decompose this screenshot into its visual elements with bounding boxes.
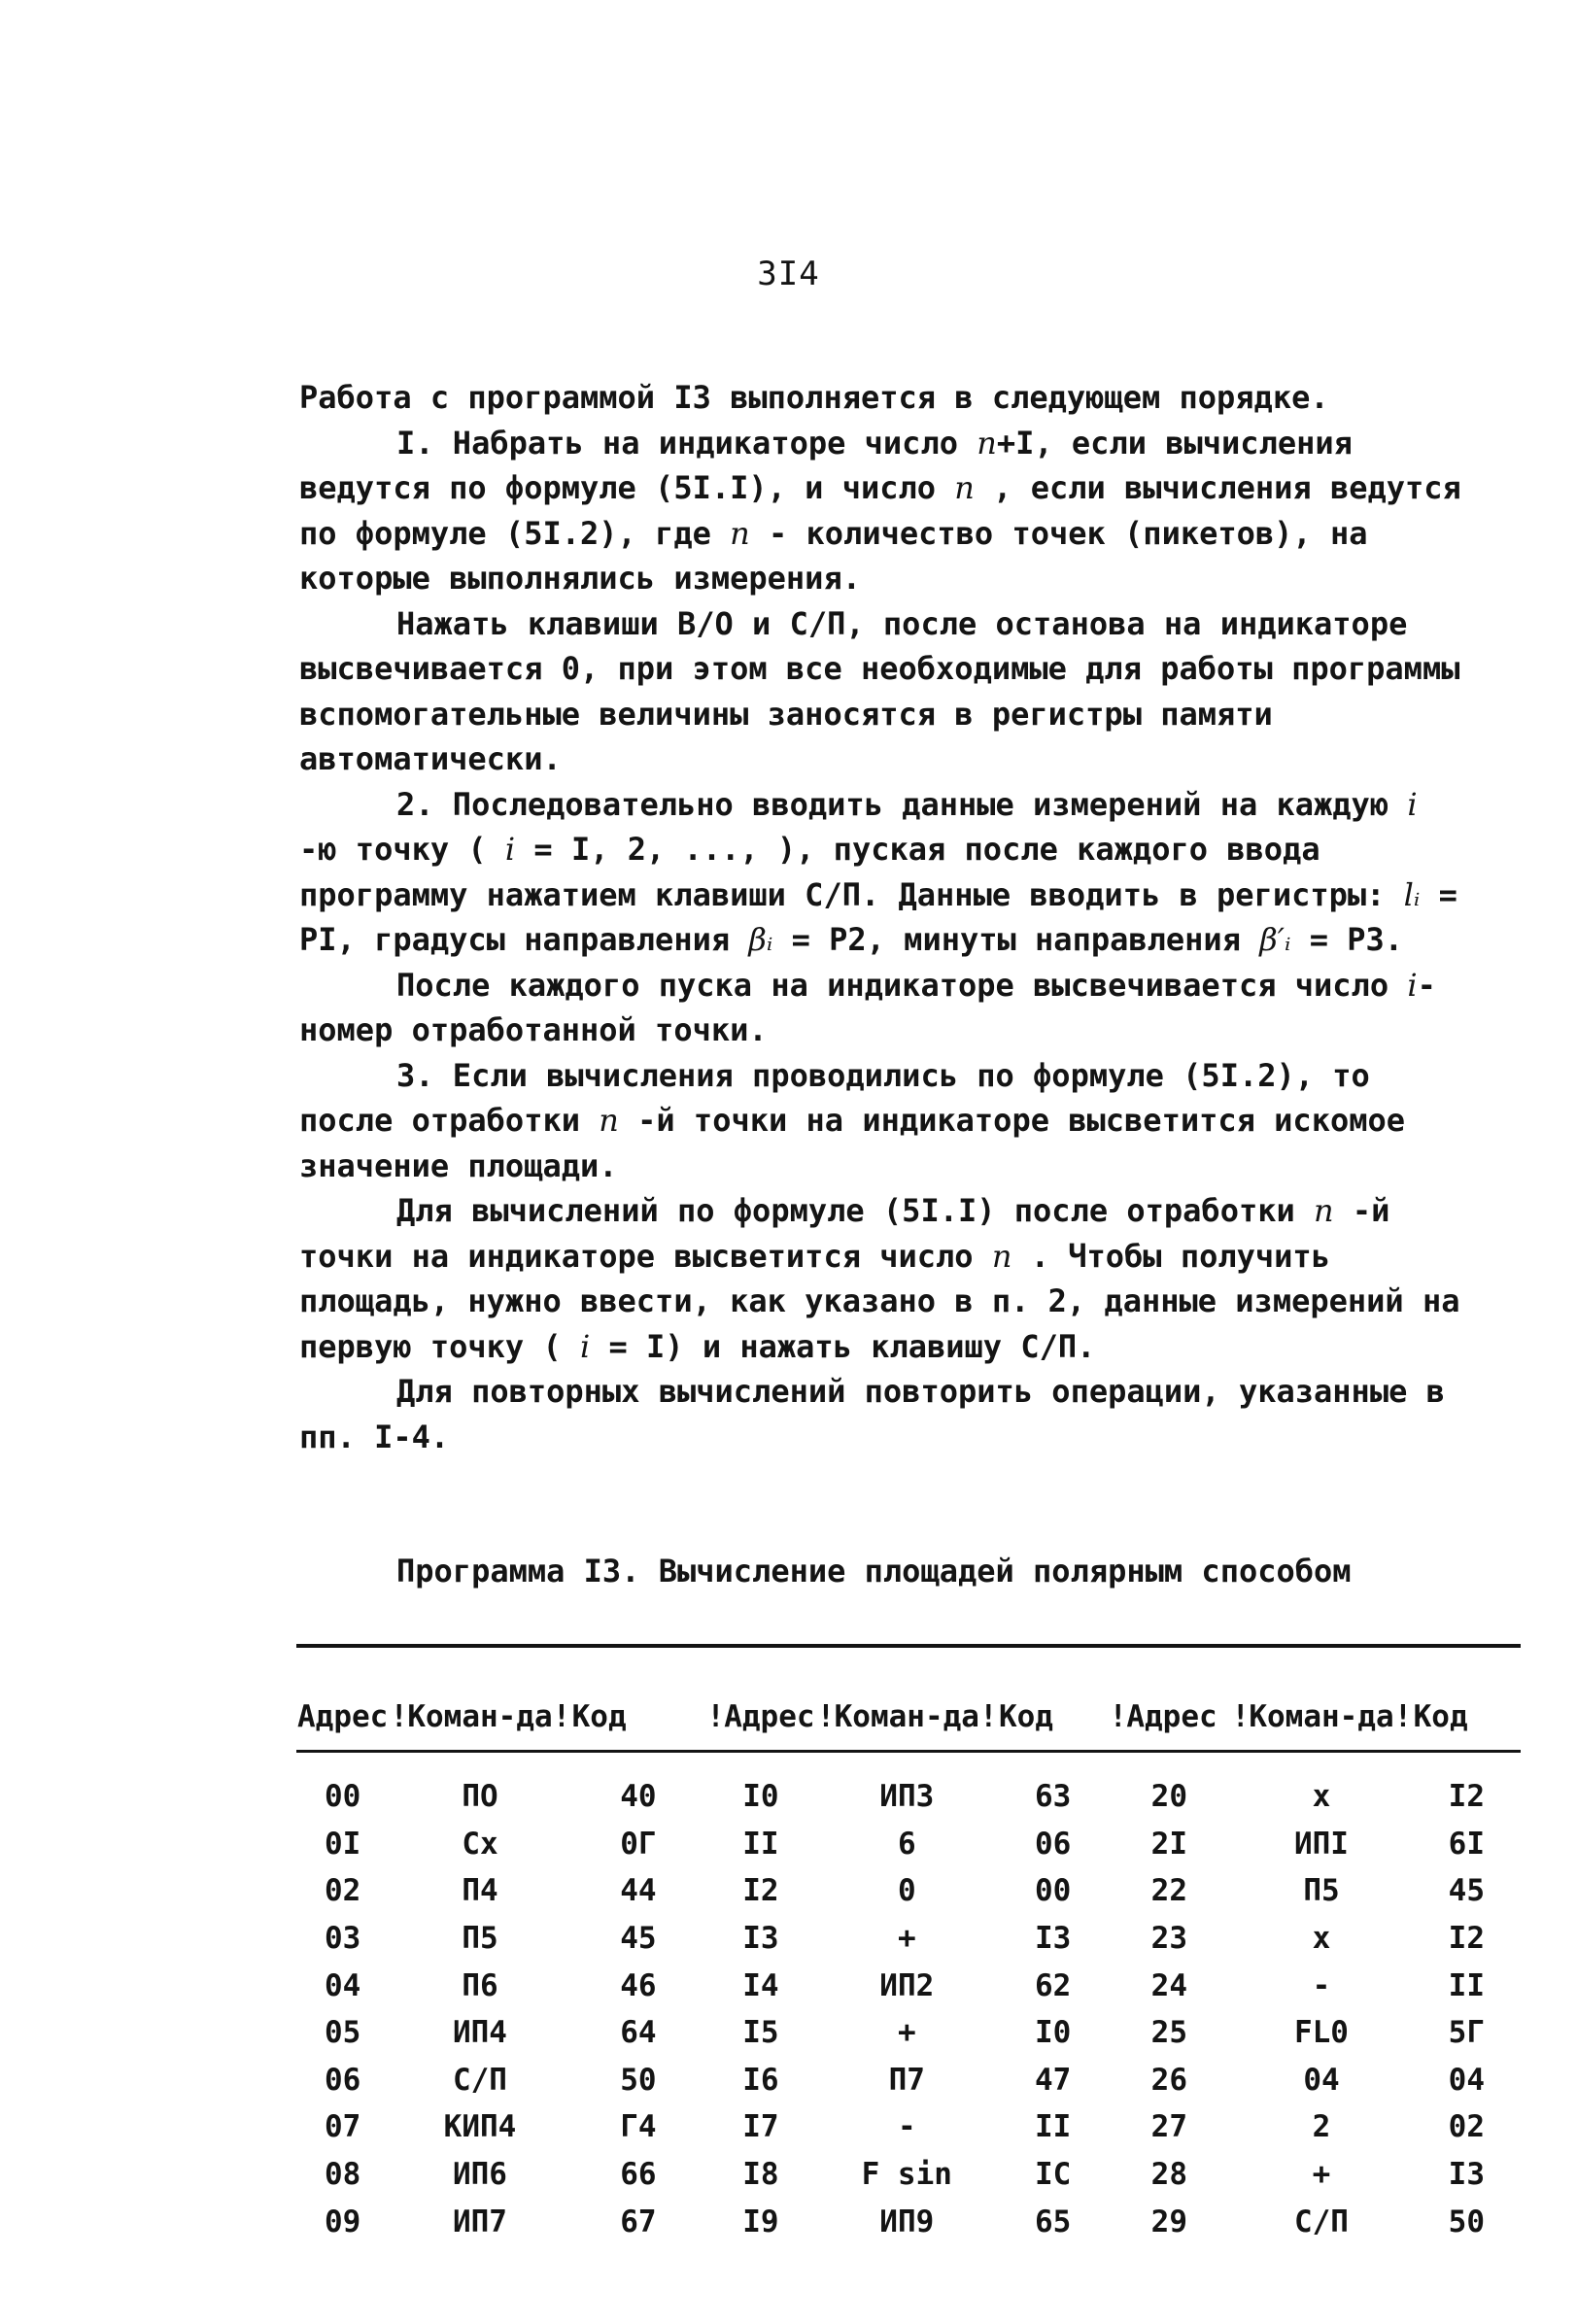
- page-number: 3I4: [757, 255, 820, 293]
- cell-command: ИП4: [452, 2015, 507, 2051]
- cell-code: 6I: [1448, 1826, 1485, 1862]
- paragraph-keys: Нажать клавиши В/О и С/П, после останова на индикаторе высвечивается 0, при этом все необходимые для работы программы вспомогательные величины заносятся в регистры памяти автоматически.: [299, 604, 1460, 777]
- cell-command: x: [1312, 1779, 1331, 1815]
- cell-command: П6: [462, 1967, 498, 2003]
- cell-address: 26: [1150, 2062, 1187, 2098]
- variable-n: n: [730, 514, 750, 552]
- cell-address: 2I: [1150, 1826, 1187, 1862]
- table-row: [296, 2057, 1521, 2104]
- cell-code: I3: [1448, 2157, 1485, 2193]
- cell-address: 29: [1150, 2204, 1187, 2239]
- cell-command: П4: [462, 1873, 498, 1909]
- cell-code: 50: [620, 2062, 657, 2098]
- cell-code: 02: [1448, 2109, 1485, 2145]
- cell-code: 45: [1448, 1873, 1485, 1909]
- cell-code: 04: [1448, 2062, 1485, 2098]
- cell-code: 44: [620, 1873, 657, 1909]
- cell-address: 24: [1150, 1967, 1187, 2003]
- cell-command: ИП9: [879, 2204, 935, 2239]
- variable-l: lᵢ: [1403, 875, 1421, 913]
- variable-n: n: [599, 1102, 619, 1139]
- variable-n: n: [954, 469, 975, 506]
- cell-address: I6: [742, 2062, 779, 2098]
- cell-address: 28: [1150, 2157, 1187, 2193]
- cell-command: 2: [1312, 2109, 1331, 2145]
- paragraph-intro: Работа с программой I3 выполняется в следующем порядке.: [299, 379, 1329, 416]
- header-command: !Коман-да!: [390, 1699, 571, 1734]
- cell-address: I2: [742, 1873, 779, 1909]
- cell-address: 27: [1150, 2109, 1187, 2145]
- cell-command: Cx: [462, 1826, 498, 1862]
- table-row: [296, 1867, 1521, 1915]
- cell-command: -: [1312, 1967, 1331, 2003]
- variable-beta-prime: β′ᵢ: [1259, 921, 1291, 958]
- cell-address: 25: [1150, 2015, 1187, 2051]
- cell-code: II: [1034, 2109, 1072, 2145]
- cell-address: 04: [325, 1967, 361, 2003]
- header-address: !Адрес: [706, 1699, 815, 1734]
- cell-address: I4: [742, 1967, 779, 2003]
- variable-i: i: [504, 831, 516, 868]
- cell-code: 40: [620, 1779, 657, 1815]
- variable-i: i: [1407, 966, 1418, 1004]
- cell-code: 67: [620, 2204, 657, 2239]
- cell-command: ИПI: [1293, 1826, 1349, 1862]
- cell-address: 06: [325, 2062, 361, 2098]
- cell-address: 07: [325, 2109, 361, 2145]
- variable-n: n: [977, 424, 997, 461]
- cell-command: F sin: [861, 2157, 952, 2193]
- cell-code: 50: [1448, 2204, 1485, 2239]
- cell-command: П5: [462, 1921, 498, 1957]
- cell-code: 63: [1034, 1779, 1072, 1815]
- cell-code: I2: [1448, 1921, 1485, 1957]
- variable-n: n: [991, 1237, 1012, 1275]
- cell-command: 6: [897, 1826, 916, 1862]
- cell-command: П5: [1303, 1873, 1340, 1909]
- table-row: [296, 2151, 1521, 2199]
- cell-code: 62: [1034, 1967, 1072, 2003]
- cell-command: -: [897, 2109, 916, 2145]
- cell-address: 05: [325, 2015, 361, 2051]
- cell-address: I9: [742, 2204, 779, 2239]
- table-row: [296, 1753, 1521, 1821]
- paragraph-after-run: После каждого пуска на индикаторе высвечивается число i- номер отработанной точки.: [299, 966, 1436, 1048]
- paragraph-step-2: 2. Последовательно вводить данные измерений на каждую i -ю точку ( i = I, 2, ..., ), пуская после каждого ввода программу нажатием клавиши С/П. Данные вводить в регистры: lᵢ = PI, градусы направления βᵢ = P2, минуты направления β′ᵢ = P3.: [299, 785, 1457, 958]
- cell-address: 08: [325, 2157, 361, 2193]
- cell-address: 22: [1150, 1873, 1187, 1909]
- cell-address: 00: [325, 1779, 361, 1815]
- cell-address: I5: [742, 2015, 779, 2051]
- table-caption: Программа I3. Вычисление площадей полярным способом: [396, 1553, 1352, 1589]
- cell-code: I2: [1448, 1779, 1485, 1815]
- cell-command: 0: [897, 1873, 916, 1909]
- table-row: [296, 1962, 1521, 2009]
- header-address: Адрес: [297, 1699, 389, 1734]
- variable-beta: βᵢ: [748, 921, 773, 958]
- header-code: Код: [998, 1699, 1053, 1734]
- cell-command: ИП3: [879, 1779, 935, 1815]
- program-table: [296, 1648, 1521, 2245]
- paragraph-step-3: 3. Если вычисления проводились по формуле (5I.2), то после отработки n -й точки на индикаторе высветится искомое значение площади.: [299, 1056, 1406, 1184]
- header-command: !Коман-да!: [816, 1699, 998, 1734]
- table-body: [296, 1753, 1521, 2245]
- cell-code: II: [1448, 1967, 1485, 2003]
- header-code: Код: [1413, 1699, 1468, 1734]
- variable-i: i: [1407, 785, 1418, 823]
- table-row: [296, 1821, 1521, 1868]
- cell-code: IC: [1034, 2157, 1072, 2193]
- paragraph-repeat: Для повторных вычислений повторить операции, указанные в пп. I-4.: [299, 1373, 1445, 1455]
- header-code: Код: [571, 1699, 627, 1734]
- cell-address: 02: [325, 1873, 361, 1909]
- cell-address: I7: [742, 2109, 779, 2145]
- variable-i: i: [579, 1327, 591, 1365]
- program-table-wrap: [296, 1644, 1521, 2245]
- cell-address: 0I: [325, 1826, 361, 1862]
- cell-code: I3: [1034, 1921, 1072, 1957]
- table-row: [296, 1915, 1521, 1963]
- cell-code: Г4: [620, 2109, 657, 2145]
- cell-command: 04: [1303, 2062, 1340, 2098]
- cell-command: ИП6: [452, 2157, 507, 2193]
- header-command: !Коман-да!: [1231, 1699, 1413, 1734]
- cell-code: 06: [1034, 1826, 1072, 1862]
- cell-command: +: [897, 2015, 916, 2051]
- table-row: [296, 2198, 1521, 2245]
- cell-address: I3: [742, 1921, 779, 1957]
- paragraph-step-1: I. Набрать на индикаторе число n+I, если вычисления ведутся по формуле (5I.I), и число n , если вычисления ведутся по формуле (5I.2), где n - количество точек (пикетов), на которые выполнялись измерения.: [299, 424, 1461, 597]
- cell-code: 5Г: [1448, 2015, 1485, 2051]
- cell-address: I8: [742, 2157, 779, 2193]
- cell-code: 45: [620, 1921, 657, 1957]
- table-header-row: [296, 1648, 1521, 1750]
- cell-address: 23: [1150, 1921, 1187, 1957]
- cell-command: КИП4: [443, 2109, 517, 2145]
- paragraph-formula-511: Для вычислений по формуле (5I.I) после отработки n -й точки на индикаторе высветится число n . Чтобы получить площадь, нужно ввести, как указано в п. 2, данные измерений на первую точку ( i = I) и нажать клавишу С/П.: [299, 1192, 1460, 1365]
- cell-command: С/П: [1293, 2204, 1349, 2239]
- cell-address: 03: [325, 1921, 361, 1957]
- cell-command: С/П: [452, 2062, 507, 2098]
- cell-code: 00: [1034, 1873, 1072, 1909]
- body-text: [299, 375, 1465, 1459]
- variable-n: n: [1314, 1192, 1334, 1229]
- cell-code: 64: [620, 2015, 657, 2051]
- table-row: [296, 2103, 1521, 2151]
- header-address: !Адрес: [1109, 1699, 1217, 1734]
- cell-command: x: [1312, 1921, 1331, 1957]
- cell-command: ИП7: [452, 2204, 507, 2239]
- cell-command: FL0: [1293, 2015, 1349, 2051]
- cell-address: I0: [742, 1779, 779, 1815]
- cell-command: ИП2: [879, 1967, 935, 2003]
- cell-address: 20: [1150, 1779, 1187, 1815]
- cell-code: 66: [620, 2157, 657, 2193]
- cell-code: 65: [1034, 2204, 1072, 2239]
- cell-address: II: [742, 1826, 779, 1862]
- cell-command: +: [897, 1921, 916, 1957]
- cell-address: 09: [325, 2204, 361, 2239]
- cell-command: ПО: [462, 1779, 498, 1815]
- table-row: [296, 2009, 1521, 2057]
- cell-code: 47: [1034, 2062, 1072, 2098]
- cell-code: 0Г: [620, 1826, 657, 1862]
- cell-command: +: [1312, 2157, 1331, 2193]
- cell-code: 46: [620, 1967, 657, 2003]
- cell-command: П7: [888, 2062, 925, 2098]
- cell-code: I0: [1034, 2015, 1072, 2051]
